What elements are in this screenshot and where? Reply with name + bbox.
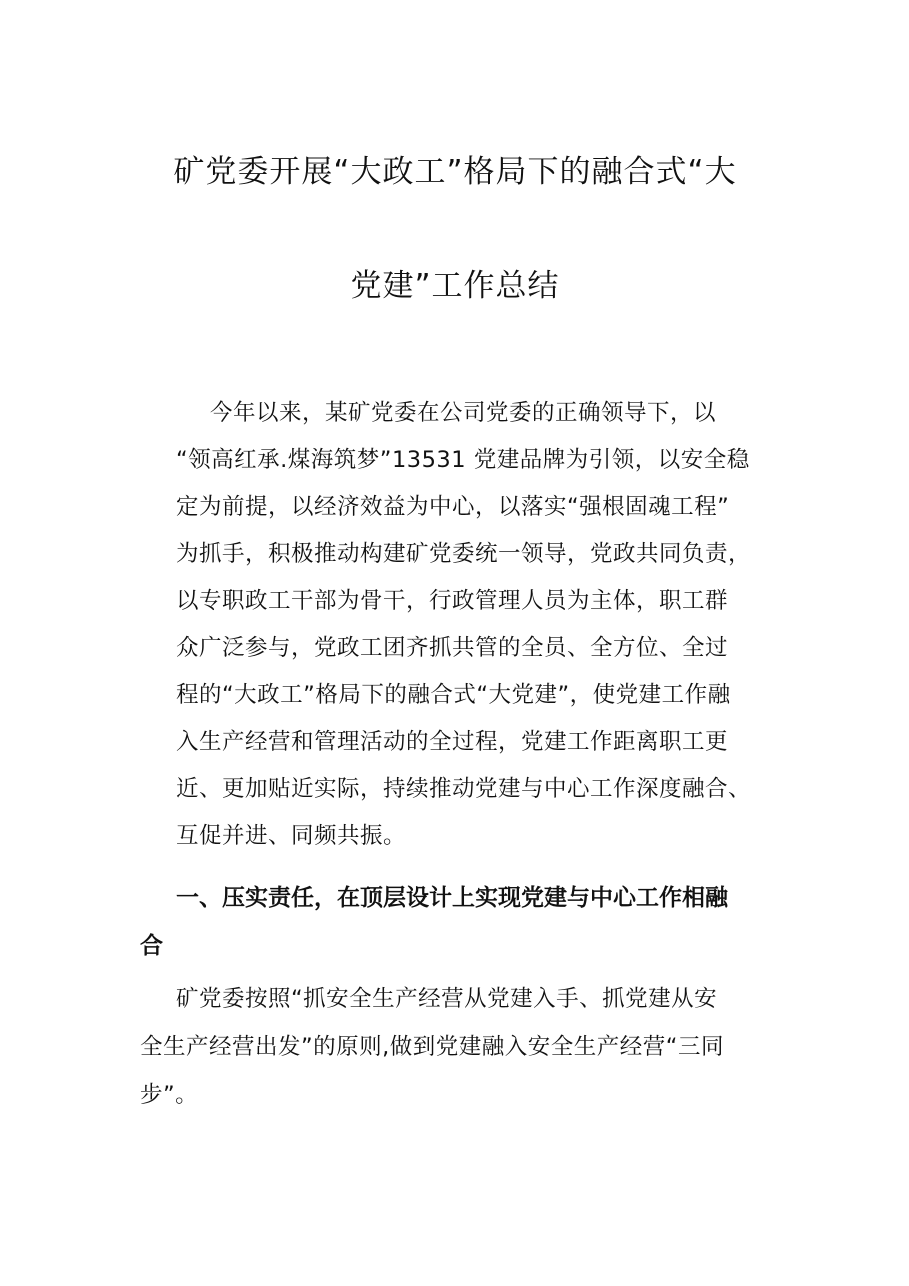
paragraph-line: 定为前提，以经济效益为中心，以落实“强根固魂工程” <box>176 494 730 520</box>
heading-line: 一、压实责任，在顶层设计上实现党建与中心工作相融 <box>176 885 728 911</box>
paragraph-line: 入生产经营和管理活动的全过程，党建工作距离职工更 <box>176 729 729 755</box>
paragraph-line: 矿党委按照“抓安全生产经营从党建入手、抓党建从安 <box>176 986 718 1012</box>
section-1-paragraph <box>140 975 788 1119</box>
paragraph-line: 今年以来，某矿党委在公司党委的正确领导下，以 <box>210 400 717 426</box>
paragraph-line: 为抓手，积极推动构建矿党委统一领导，党政共同负责， <box>176 541 752 567</box>
heading-line: 合 <box>140 933 163 959</box>
paragraph-line: 互促并进、同频共振。 <box>176 823 407 849</box>
paragraph-line: 全生产经营出发”的原则,做到党建融入安全生产经营“三同 <box>140 1034 724 1060</box>
paragraph-line: 程的“大政工”格局下的融合式“大党建”，使党建工作融 <box>176 682 731 708</box>
paragraph-line: 众广泛参与，党政工团齐抓共管的全员、全方位、全过 <box>176 635 729 661</box>
section-1-heading <box>140 874 788 970</box>
paragraph-line: 步”。 <box>140 1082 199 1108</box>
document-title-line-2: 党建”工作总结 <box>350 268 560 304</box>
intro-paragraph <box>176 390 788 860</box>
document-title-line-1: 矿党委开展“大政工”格局下的融合式“大 <box>173 154 737 190</box>
paragraph-line: 近、更加贴近实际，持续推动党建与中心工作深度融合、 <box>176 776 752 802</box>
paragraph-line: 以专职政工干部为骨干，行政管理人员为主体，职工群 <box>176 588 729 614</box>
paragraph-line: “领高红承.煤海筑梦”13531 党建品牌为引领，以安全稳 <box>176 447 750 473</box>
